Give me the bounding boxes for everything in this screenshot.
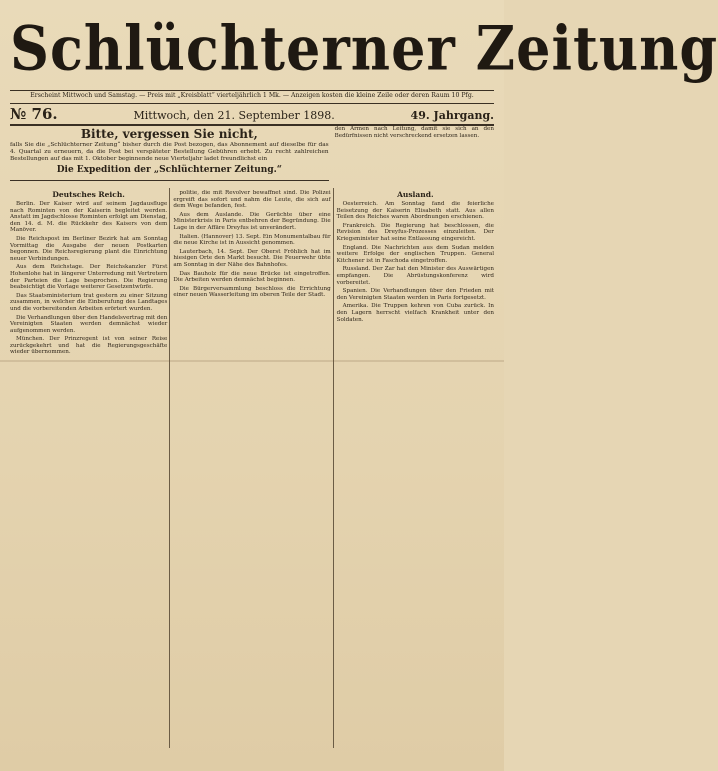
column-1: [10, 188, 167, 748]
issue-date: Mittwoch, den 21. September 1898.: [133, 109, 335, 122]
issue-number: № 76.: [10, 105, 58, 123]
dateline: [10, 103, 494, 126]
column-2-paragraph: politie, die mit Revolver bewaffnet sind. Die Polizei ergreift das sofort und nahm die Leute, die sich auf dem Wege befanden, fest.: [173, 190, 331, 210]
masthead-title: Schlüchterner Zeitung: [10, 12, 718, 84]
column-3-paragraph: Spanien. Die Verhandlungen über den Frieden mit den Vereinigten Staaten werden in Paris fortgesetzt.: [336, 288, 494, 301]
notice-title: Bitte, vergessen Sie nicht,: [80, 127, 258, 141]
issue-volume: 49. Jahrgang.: [410, 109, 494, 122]
column-3-paragraph: Russland. Der Zar hat den Minister des Auswärtigen empfangen. Die Abrüstungskonferenz wird vorbereitet.: [336, 266, 494, 286]
column-1-paragraph: Die Reichspost im Berliner Bezirk hat am Sonntag Vormittag die Ausgabe der neuen Postkarten begonnen. Die Reichsregierung plant die Einrichtung neuer Verbindungen.: [10, 235, 168, 262]
column-3-heading: Ausland.: [397, 190, 434, 199]
column-3-paragraph: Amerika. Die Truppen kehren von Cuba zurück. In den Lagern herrscht vielfach Krankheit unter den Soldaten.: [336, 303, 494, 323]
column-2-paragraph: Die Bürgerversammlung beschloss die Errichtung einer neuen Wasserleitung im oberen Teile der Stadt.: [173, 285, 331, 299]
column-3-paragraph: Oesterreich. Am Sonntag fand die feierliche Beisetzung der Kaiserin Elisabeth statt. Aus allen Teilen des Reiches waren Abordnungen erschienen.: [336, 201, 494, 221]
column-3-paragraph: Frankreich. Die Regierung hat beschlossen, die Revision des Dreyfus-Prozesses einzuleiten. Der Kriegsminister hat seine Entlassung eingereicht.: [336, 222, 494, 242]
column-2: [173, 188, 330, 748]
column-1-heading: Deutsches Reich.: [52, 190, 125, 199]
column-2-paragraph: Das Bauholz für die neue Brücke ist eingetroffen. Die Arbeiten werden demnächst beginnen.: [173, 270, 331, 284]
column-1-paragraph: München. Der Prinzregent ist von seiner Reise zurückgekehrt und hat die Regierungsgeschäfte wieder übernommen.: [10, 336, 168, 356]
column-2-paragraph: Italien. (Hannover) 13. Sept. Ein Monumentalbau für die neue Kirche ist in Aussicht genommen.: [173, 233, 331, 247]
right-top-text: den Armen nach Leitung, damit sie sich an den Bedürfnissen nicht verschreckend ersetzen lassen.: [334, 126, 494, 139]
notice-body: falls Sie die „Schlüchterner Zeitung“ bisher durch die Post bezogen, das Abonnement auf dieselbe für das 4. Quartal zu erneuern, da die Post bei verspäteter Bestellung Gebühren erhebt. Zu recht zahlreichen Bestellungen auf das mit 1. Oktober beginnende neue Vierteljahr ladet freundlichst ein: [10, 142, 329, 162]
top-section: [10, 126, 494, 184]
column-2-paragraph: Lauterbach, 14. Sept. Der Oberst Fröhlich hat im hiesigen Orte den Markt besucht. Die Feuerwehr übte am Sonntag in der Nähe des Bahnhofes.: [173, 248, 331, 268]
column-1-paragraph: Aus dem Reichstage. Der Reichskanzler Fürst Hohenlohe hat in längerer Unterredung mit Vertretern der Parteien die Lage besprochen. Die Regierung beabsichtigt die Vorlage weiterer Gesetzentwürfe.: [10, 264, 168, 291]
masthead-subline: Erscheint Mittwoch und Samstag. — Preis mit „Kreisblatt“ vierteljährlich 1 Mk. — Anzeigen kosten die kleine Zeile oder deren Raum 10 Pfg.: [10, 90, 494, 101]
column-3: [337, 188, 494, 748]
paper-fold-line: [0, 360, 504, 362]
notice-signature: Die Expedition der „Schlüchterner Zeitung.“: [56, 165, 282, 175]
column-1-paragraph: Berlin. Der Kaiser wird auf seinem Jagdausfluge nach Rominten von der Kaiserin begleitet werden. Anstatt im Jagdschlosse Rominten erfolgt am Dienstag, den 14. d. M. die Rückkehr des Kaisers von dem Manöver.: [10, 201, 168, 234]
column-1-paragraph: Das Staatsministerium trat gestern zu einer Sitzung zusammen, in welcher die Einberufung des Landtages und die vorbereitenden Arbeiten erörtert wurden.: [10, 292, 168, 312]
column-3-paragraph: England. Die Nachrichten aus dem Sudan melden weitere Erfolge der englischen Truppen. General Kitchener ist in Faschoda eingetroffen.: [336, 244, 494, 264]
subscription-notice: [10, 126, 329, 181]
column-1-paragraph: Die Verhandlungen über den Handelsvertrag mit den Vereinigten Staaten werden demnächst wieder aufgenommen werden.: [10, 314, 168, 334]
article-columns: [10, 188, 494, 748]
column-2-paragraph: Aus dem Auslande. Die Gerüchte über eine Ministerkrisis in Paris entbehren der Begründung. Die Lage in der Affäre Dreyfus ist unverändert.: [173, 211, 331, 231]
